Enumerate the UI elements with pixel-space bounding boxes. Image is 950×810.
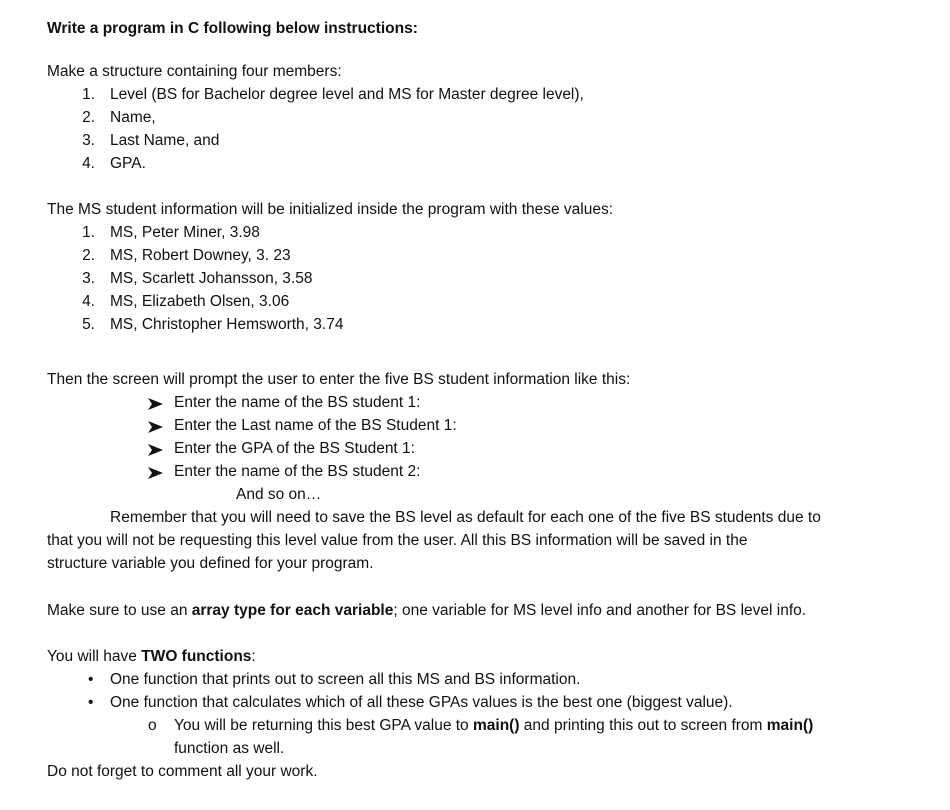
sub-bullet-line-1 [174, 715, 813, 737]
list-item: Last Name, and [110, 132, 220, 149]
list-item: MS, Peter Miner, 3.98 [110, 224, 260, 241]
list-item: MS, Robert Downey, 3. 23 [110, 247, 291, 264]
prompt-item: Enter the Last name of the BS Student 1: [174, 417, 457, 434]
closing-line: Do not forget to comment all your work. [47, 763, 318, 780]
document-title: Write a program in C following below instructions: [47, 20, 418, 37]
functions-intro [47, 646, 256, 668]
list-number: 2. [82, 109, 95, 126]
list-number: 2. [82, 247, 95, 264]
prompt-item: Enter the name of the BS student 1: [174, 394, 421, 411]
functions-text-bold: TWO functions [141, 648, 252, 665]
array-text-bold: array type for each variable [191, 602, 394, 619]
list-number: 3. [82, 132, 95, 149]
bullet-dot-icon: • [88, 671, 94, 688]
arrow-bullet-icon [148, 467, 163, 479]
list-item: MS, Elizabeth Olsen, 3.06 [110, 293, 290, 310]
list-number: 4. [82, 155, 95, 172]
array-paragraph [47, 600, 806, 622]
list-number: 3. [82, 270, 95, 287]
bs-intro: Then the screen will prompt the user to enter the five BS student information like this: [47, 371, 631, 388]
main-function-ref: main() [472, 717, 520, 734]
array-text-pre: Make sure to use an [47, 602, 192, 619]
list-item: MS, Christopher Hemsworth, 3.74 [110, 316, 344, 333]
array-text-post: ; one variable for MS level info and another for BS level info. [393, 602, 807, 619]
functions-text-post: : [251, 648, 256, 665]
and-so-on: And so on… [236, 486, 322, 503]
sub-text-mid: and printing this out to screen from [519, 717, 767, 734]
arrow-bullet-icon [148, 421, 163, 433]
list-item: Name, [110, 109, 156, 126]
sub-bullet-line-2: function as well. [174, 740, 285, 757]
list-number: 1. [82, 86, 95, 103]
list-number: 4. [82, 293, 95, 310]
sub-bullet-marker: o [148, 717, 157, 734]
list-item: MS, Scarlett Johansson, 3.58 [110, 270, 313, 287]
prompt-item: Enter the GPA of the BS Student 1: [174, 440, 415, 457]
arrow-bullet-icon [148, 398, 163, 410]
ms-intro: The MS student information will be initialized inside the program with these values: [47, 201, 614, 218]
remember-line-1: Remember that you will need to save the BS level as default for each one of the five BS students due to [110, 509, 821, 526]
bullet-item: One function that prints out to screen all this MS and BS information. [110, 671, 581, 688]
bullet-dot-icon: • [88, 694, 94, 711]
remember-line-2: that you will not be requesting this level value from the user. All this BS information will be saved in the [47, 532, 748, 549]
functions-text-pre: You will have [47, 648, 142, 665]
prompt-item: Enter the name of the BS student 2: [174, 463, 421, 480]
sub-text-pre: You will be returning this best GPA value to [174, 717, 473, 734]
arrow-bullet-icon [148, 444, 163, 456]
struct-intro: Make a structure containing four members: [47, 63, 342, 80]
remember-line-3: structure variable you defined for your program. [47, 555, 374, 572]
bullet-item: One function that calculates which of all these GPAs values is the best one (biggest value). [110, 694, 733, 711]
list-number: 1. [82, 224, 95, 241]
main-function-ref: main() [766, 717, 814, 734]
list-item: Level (BS for Bachelor degree level and MS for Master degree level), [110, 86, 584, 103]
list-item: GPA. [110, 155, 146, 172]
list-number: 5. [82, 316, 95, 333]
